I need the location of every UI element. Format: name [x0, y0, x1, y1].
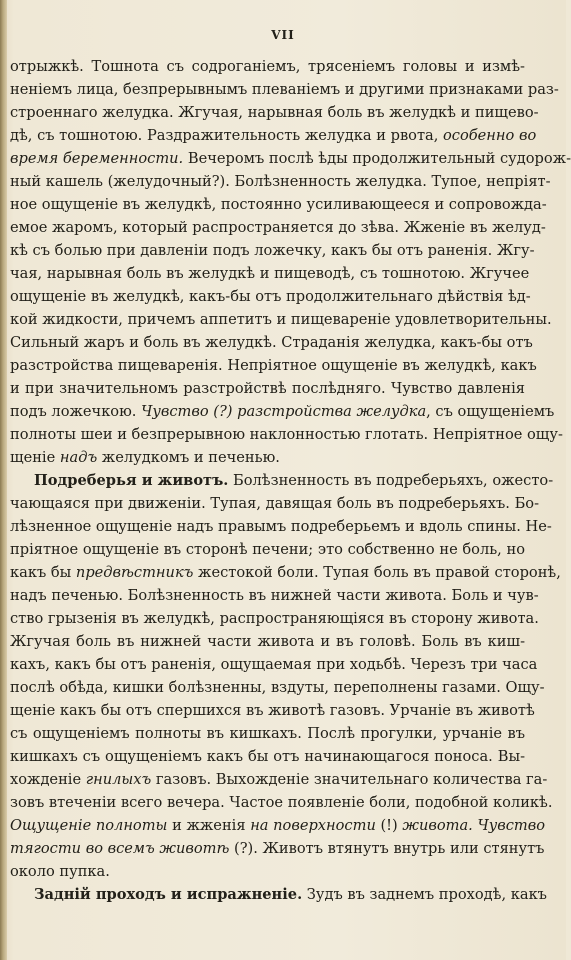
text-line — [10, 170, 551, 193]
text-line — [10, 653, 538, 676]
text-segment: надъ печенью. Болѣзненность въ нижней части живота. Боль и чув- — [10, 587, 539, 604]
text-line — [10, 354, 537, 377]
text-line — [10, 837, 545, 860]
text-segment: ный кашель (желудочный?). Болѣзненность желудка. Тупое, непріят- — [10, 173, 551, 190]
text-segment: жестокой боли. Тупая боль въ правой сторонѣ, — [193, 564, 561, 581]
text-segment: разстройства пищеваренія. Непріятное ощущеніе въ желудкѣ, какъ — [10, 357, 537, 374]
text-line — [10, 699, 535, 722]
page-gutter — [0, 0, 7, 960]
text-line — [10, 193, 547, 216]
text-segment: щеніе — [10, 449, 60, 466]
italic-text: время беременности. — [10, 150, 184, 167]
page-number: VII — [271, 28, 295, 42]
text-segment: чая, нарывная боль въ желудкѣ и пищеводѣ, съ тошнотою. Жгучее — [10, 265, 530, 282]
text-segment: ное ощущеніе въ желудкѣ, постоянно усиливающееся и сопровожда- — [10, 196, 547, 213]
text-line — [10, 745, 525, 768]
italic-text: на поверхности — [250, 817, 376, 834]
italic-text: тягости во всемъ животѣ — [10, 840, 230, 857]
text-segment: Жгучая боль въ нижней части живота и въ головѣ. Боль въ киш- — [10, 633, 525, 650]
text-segment: , съ ощущеніемъ — [426, 403, 555, 420]
text-line — [10, 814, 545, 837]
text-line — [10, 446, 525, 469]
text-segment: строеннаго желудка. Жгучая, нарывная боль въ желудкѣ и пищево- — [10, 104, 539, 121]
text-line — [10, 768, 548, 791]
text-segment: ство грызенія въ желудкѣ, распространяющіяся въ сторону живота. — [10, 610, 539, 627]
text-line — [10, 561, 561, 584]
text-segment: чающаяся при движеніи. Тупая, давящая боль въ подреберьяхъ. Бо- — [10, 495, 540, 512]
text-line — [10, 883, 547, 906]
text-segment: Болѣзненность въ подреберьяхъ, ожесто- — [228, 472, 554, 489]
text-line — [10, 515, 552, 538]
text-line — [10, 492, 540, 515]
text-segment: подъ ложечкою. — [10, 403, 142, 420]
text-line — [10, 469, 554, 492]
text-segment: кишкахъ съ ощущеніемъ какъ бы отъ начинающагося поноса. Вы- — [10, 748, 525, 765]
text-segment: хожденіе — [10, 771, 86, 788]
text-line — [10, 860, 525, 883]
page-text — [10, 55, 571, 906]
italic-text: живота. Чувство — [402, 817, 545, 834]
text-segment: (?). Животъ втянутъ внутрь или стянутъ — [229, 840, 545, 857]
text-segment: кой жидкости, причемъ аппетитъ и пищевареніе удовлетворительны. — [10, 311, 552, 328]
text-segment: неніемъ лица, безпрерывнымъ плеваніемъ и другими признаками раз- — [10, 81, 559, 98]
text-segment: щеніе какъ бы отъ спершихся въ животѣ газовъ. Урчаніе въ животѣ — [10, 702, 535, 719]
italic-text: Чувство (?) разстройства желудка — [141, 403, 427, 420]
italic-text: особенно во — [443, 127, 537, 144]
text-line — [10, 630, 525, 653]
text-segment: газовъ. Выхожденіе значительнаго количества га- — [151, 771, 548, 788]
text-segment: и жженія — [167, 817, 251, 834]
text-line — [10, 101, 539, 124]
text-line — [10, 308, 552, 331]
text-segment: Сильный жаръ и боль въ желудкѣ. Страданія желудка, какъ-бы отъ — [10, 334, 533, 351]
text-line — [10, 423, 563, 446]
text-segment: ощущеніе въ желудкѣ, какъ-бы отъ продолжительнаго дѣйствія ѣд- — [10, 288, 531, 305]
section-heading: Подреберья и животъ. — [34, 472, 229, 489]
text-line — [10, 124, 537, 147]
text-line — [10, 147, 571, 170]
text-segment: Зудъ въ заднемъ проходѣ, какъ — [302, 886, 547, 903]
text-line — [10, 676, 545, 699]
text-segment: емое жаромъ, который распространяется до зѣва. Жженіе въ желуд- — [10, 219, 546, 236]
text-line — [10, 791, 553, 814]
text-line — [10, 78, 559, 101]
text-segment: какъ бы — [10, 564, 76, 581]
text-segment: кахъ, какъ бы отъ раненія, ощущаемая при ходьбѣ. Черезъ три часа — [10, 656, 538, 673]
section-heading: Задній проходъ и испражненіе. — [34, 886, 303, 903]
text-line — [10, 584, 539, 607]
text-line — [10, 722, 525, 745]
text-segment: желудкомъ и печенью. — [97, 449, 280, 466]
italic-text: Ощущеніе полноты — [10, 817, 168, 834]
italic-text: надъ — [59, 449, 98, 466]
text-segment: (!) — [375, 817, 403, 834]
text-segment: около пупка. — [10, 863, 110, 880]
text-line — [10, 377, 525, 400]
text-segment: полноты шеи и безпрерывною наклонностью глотать. Непріятное ощу- — [10, 426, 563, 443]
text-line — [10, 400, 555, 423]
text-segment: съ ощущеніемъ полноты въ кишкахъ. Послѣ прогулки, урчаніе въ — [10, 725, 525, 742]
text-line — [10, 55, 525, 78]
text-line — [10, 331, 533, 354]
text-line — [10, 607, 539, 630]
text-segment: зовъ втеченіи всего вечера. Частое появленіе боли, подобной коликѣ. — [10, 794, 553, 811]
text-segment: лѣзненное ощущеніе надъ правымъ подреберьемъ и вдоль спины. Не- — [10, 518, 552, 535]
text-segment: отрыжкѣ. Тошнота съ содроганіемъ, трясеніемъ головы и измѣ- — [10, 58, 525, 75]
italic-text: гнилыхъ — [85, 771, 152, 788]
text-segment: и при значительномъ разстройствѣ послѣдняго. Чувство давленія — [10, 380, 525, 397]
text-segment: дѣ, съ тошнотою. Раздражительность желудка и рвота, — [10, 127, 444, 144]
text-segment: Вечеромъ послѣ ѣды продолжительный судорож- — [183, 150, 571, 167]
text-line — [10, 262, 530, 285]
text-segment: кѣ съ болью при давленіи подъ ложечку, какъ бы отъ раненія. Жгу- — [10, 242, 535, 259]
text-line — [10, 216, 546, 239]
italic-text: предвѣстникъ — [75, 564, 194, 581]
text-line — [10, 239, 535, 262]
text-line — [10, 538, 525, 561]
text-segment: послѣ обѣда, кишки болѣзненны, вздуты, переполнены газами. Ощу- — [10, 679, 545, 696]
text-segment: пріятное ощущеніе въ сторонѣ печени; это собственно не боль, но — [10, 541, 525, 558]
text-line — [10, 285, 531, 308]
